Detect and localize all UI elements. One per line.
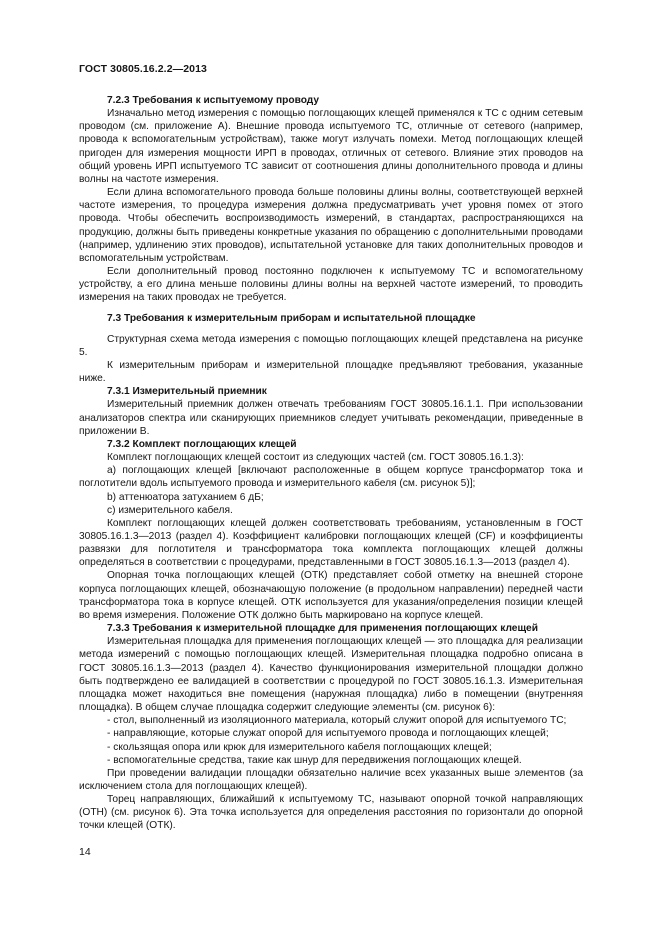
section-heading-7-3-2: 7.3.2 Комплект поглощающих клещей xyxy=(107,438,297,450)
paragraph: К измерительным приборам и измерительной площадке предъявляют требования, указанные ниже. xyxy=(79,359,583,385)
page-number: 14 xyxy=(79,846,91,858)
paragraph: Если дополнительный провод постоянно подключен к испытуемому ТС и вспомогательному устройству, а его длина меньше половины длины волны на верхней частоте измерений, то проводить измерения на таких проводах не требуется. xyxy=(79,266,583,304)
paragraph: Торец направляющих, ближайший к испытуемому ТС, называют опорной точкой направляющих (ОТН) (см. рисунок 6). Эта точка используется для определения расстояния по горизонтали до опорной точки клещей (ОТК). xyxy=(79,794,583,832)
paragraph: Комплект поглощающих клещей должен соответствовать требованиям, установленным в ГОСТ 30805.16.1.3—2013 (раздел 4). Коэффициент калибровки поглощающих клещей (CF) и коэффициенты развязки для поглотителя и трансформатора тока комплекта поглощающих клещей должны определяться в соответствии с процедурами, представленными в ГОСТ 30805.16.1.3—2013 (раздел 4). xyxy=(79,517,583,569)
document-body xyxy=(79,94,583,833)
paragraph: Структурная схема метода измерения с помощью поглощающих клещей представлена на рисунке 5. xyxy=(79,333,583,358)
list-item: - направляющие, которые служат опорой для испытуемого провода и поглощающих клещей; xyxy=(107,728,549,740)
paragraph: Комплект поглощающих клещей состоит из следующих частей (см. ГОСТ 30805.16.1.3): xyxy=(107,452,524,464)
section-heading-7-3-1: 7.3.1 Измерительный приемник xyxy=(107,386,267,398)
list-item: c) измерительного кабеля. xyxy=(107,504,233,516)
section-heading-7-2-3: 7.2.3 Требования к испытуемому проводу xyxy=(107,95,320,106)
list-item: - стол, выполненный из изоляционного материала, который служит опорой для испытуемого ТС; xyxy=(107,715,567,727)
paragraph: Изначально метод измерения с помощью поглощающих клещей применялся к ТС с одним сетевым проводом (см. приложение А). Внешние провода испытуемого ТС, отличные от сетевого (например, провода к вспомогательным устройствам), также могут излучать помехи. Метод поглощающих клещей пригоден для измерения мощности ИРП в проводах, отличных от сетевого. Влияние этих проводов на общий уровень ИРП испытуемого ТС зависит от соотношения длины дополнительного провода и длины волны на частоте измерения. xyxy=(79,108,583,185)
paragraph: Если длина вспомогательного провода больше половины длины волны, соответствующей верхней частоте измерения, то процедура измерения должна предусматривать учет уровня помех от этого провода. Чтобы обеспечить воспроизводимость измерений, в стандартах, распространяющихся на продукцию, должны быть приведены конкретные указания по обращению с дополнительными проводами (например, удлинению этих проводов), испытательной установке для таких дополнительных проводов и вспомогательным устройствам. xyxy=(79,187,583,264)
document-header: ГОСТ 30805.16.2.2—2013 xyxy=(79,63,207,75)
paragraph: Опорная точка поглощающих клещей (ОТК) представляет собой отметку на внешней стороне корпуса поглощающих клещей, обозначающую положение (в продольном направлении) передней части трансформатора тока в корпусе клещей. ОТК используется для указания/определения позиции клещей во время измерения. Положение ОТК должно быть маркировано на корпусе клещей. xyxy=(79,570,583,621)
list-item: а) поглощающих клещей [включают расположенные в общем корпусе трансформатор тока и поглотители вдоль испытуемого провода и измерительного кабеля (см. рисунок 5)]; xyxy=(79,465,583,490)
section-heading-7-3: 7.3 Требования к измерительным приборам и испытательной площадке xyxy=(107,312,476,324)
paragraph: Измерительная площадка для применения поглощающих клещей — это площадка для реализации метода измерений с помощью поглощающих клещей. Измерительная площадка подробно описана в ГОСТ 30805.16.1.3—2013 (раздел 4). Качество функционирования измерительной площадки должно быть подтверждено ее валидацией в соответствии с процедурой по ГОСТ 30805.16.1.3. Измерительная площадка может находиться вне помещения (наружная площадка) либо в помещении (внутренняя площадка). В общем случае площадка содержит следующие элементы (см. рисунок 6): xyxy=(79,636,583,714)
paragraph: При проведении валидации площадки обязательно наличие всех указанных выше элементов (за исключением стола для поглощающих клещей). xyxy=(79,767,583,792)
section-heading-7-3-3: 7.3.3 Требования к измерительной площадке для применения поглощающих клещей xyxy=(107,623,538,635)
list-item: - вспомогательные средства, такие как шнур для передвижения поглощающих клещей. xyxy=(107,754,522,766)
list-item: - скользящая опора или крюк для измерительного кабеля поглощающих клещей; xyxy=(107,741,492,753)
paragraph: Измерительный приемник должен отвечать требованиям ГОСТ 30805.16.1.1. При использовании анализаторов спектра или сканирующих приемников следует учитывать рекомендации, приведенные в приложении В. xyxy=(79,399,583,437)
list-item: b) аттенюатора затуханием 6 дБ; xyxy=(107,491,264,503)
